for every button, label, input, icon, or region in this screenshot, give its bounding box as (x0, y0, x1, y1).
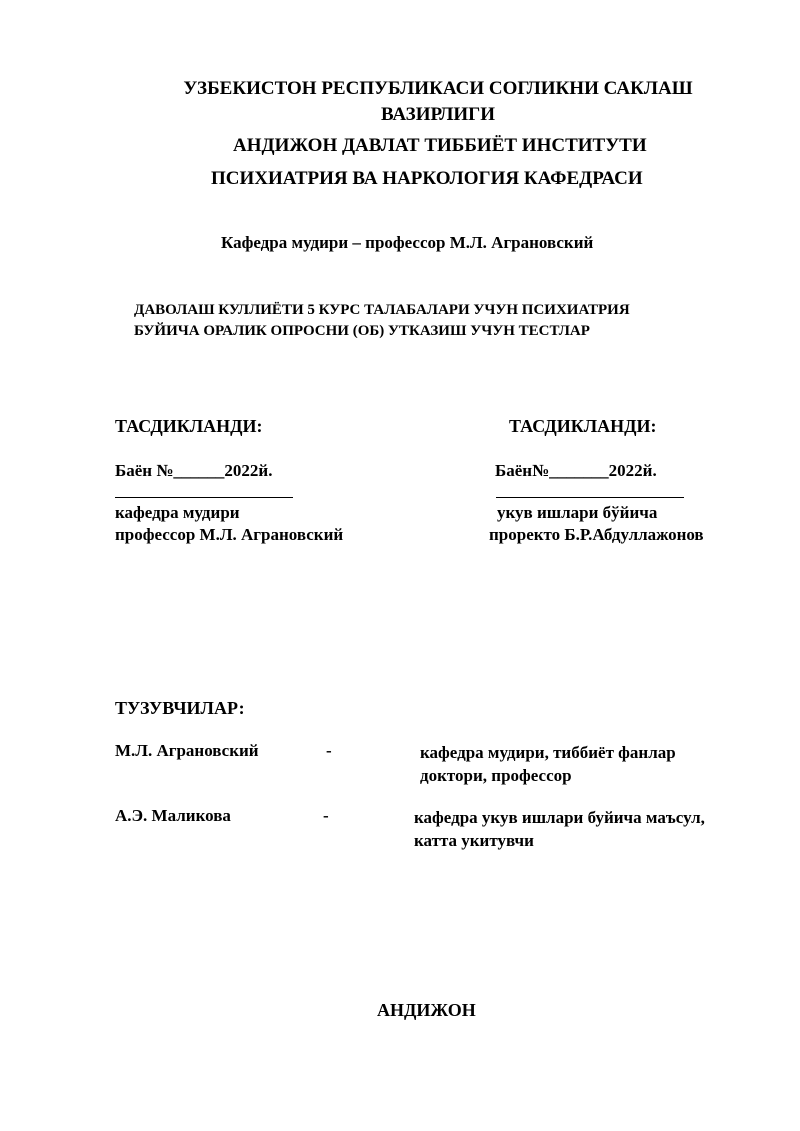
approval-left-title: ТАСДИКЛАНДИ: (115, 416, 263, 436)
ministry-line-2: ВАЗИРЛИГИ (380, 104, 496, 125)
city-name: АНДИЖОН (377, 1000, 476, 1020)
approval-right-title: ТАСДИКЛАНДИ: (509, 416, 657, 436)
author-role-line-2: катта укитувчи (414, 831, 534, 850)
institute-title: АНДИЖОН ДАВЛАТ ТИББИЁТ ИНСТИТУТИ (233, 135, 647, 156)
approval-right-protocol: Баён№_______2022й. (495, 461, 657, 480)
ministry-title (0, 76, 800, 128)
approval-left-role: кафедра мудири (115, 503, 240, 522)
approval-right-role: укув ишлари бўйича (497, 503, 658, 522)
document-subject (134, 300, 630, 342)
author-role-line-2: доктори, профессор (420, 766, 572, 785)
author-role (420, 741, 676, 787)
author-dash: - (323, 806, 329, 825)
subject-line-2: БУЙИЧА ОРАЛИК ОПРОСНИ (ОБ) УТКАЗИШ УЧУН ТЕСТЛАР (134, 323, 590, 339)
approval-left-name: профессор М.Л. Аграновский (115, 525, 344, 544)
signature-line-right (496, 497, 684, 498)
approval-right-name: проректо Б.Р.Абдуллажонов (489, 525, 704, 544)
authors-title: ТУЗУВЧИЛАР: (115, 698, 245, 718)
author-name: М.Л. Аграновский (115, 741, 259, 760)
author-role (414, 806, 705, 852)
author-dash: - (326, 741, 332, 760)
approval-left-protocol: Баён №______2022й. (115, 461, 273, 480)
signature-line-left (115, 497, 293, 498)
department-title: ПСИХИАТРИЯ ВА НАРКОЛОГИЯ КАФЕДРАСИ (211, 168, 643, 189)
ministry-line-1: УЗБЕКИСТОН РЕСПУБЛИКАСИ СОГЛИКНИ САКЛАШ (183, 78, 693, 99)
head-of-department: Кафедра мудири – профессор М.Л. Аграновский (221, 233, 594, 252)
subject-line-1: ДАВОЛАШ КУЛЛИЁТИ 5 КУРС ТАЛАБАЛАРИ УЧУН ПСИХИАТРИЯ (134, 302, 630, 318)
author-name: А.Э. Маликова (115, 806, 231, 825)
author-role-line-1: кафедра мудири, тиббиёт фанлар (420, 743, 676, 762)
author-role-line-1: кафедра укув ишлари буйича маъсул, (414, 808, 705, 827)
